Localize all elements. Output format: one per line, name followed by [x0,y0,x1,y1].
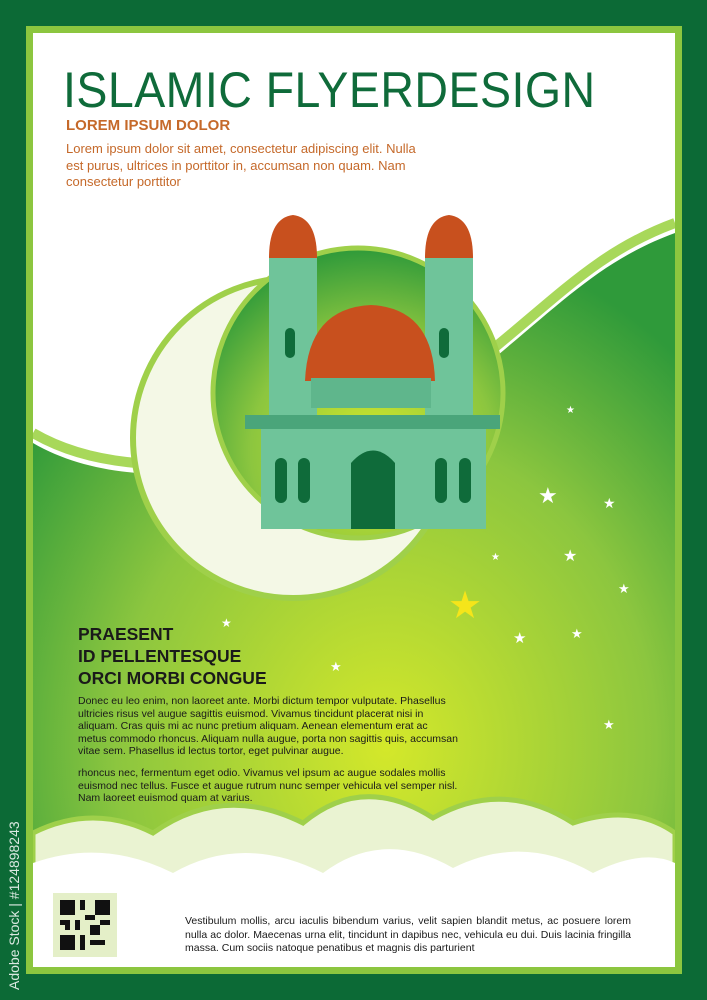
flyer-subtitle: LOREM IPSUM DOLOR [66,117,231,134]
intro-text: Lorem ipsum dolor sit amet, consectetur adipiscing elit. Nulla est purus, ultrices in porttitor in, accumsan non quam. Nam consectetur porttitor [66,141,416,189]
svg-text:★: ★ [566,405,575,416]
gold-star-icon: ★ [448,585,483,627]
heading-line: ID PELLENTESQUE [78,646,242,666]
heading-line: ORCI MORBI CONGUE [78,668,267,688]
qr-code [53,893,117,957]
svg-text:★: ★ [538,483,558,508]
flyer-panel [33,33,675,967]
side-watermark: Adobe Stock | #124898243 [6,821,22,990]
svg-text:★: ★ [513,630,527,647]
footer-text: Vestibulum mollis, arcu iaculis bibendum varius, velit sapien blandit metus, ac posuere lorem nulla ac dolor. Maecenas urna elit, tincidunt in dapibus nec, vehicula eu dui. Duis lacinia fringilla massa. Cum sociis natoque penatibus et magnis dis parturient [185,915,631,954]
svg-text:★: ★ [563,548,578,565]
svg-text:★: ★ [571,626,583,641]
flyer-title: ISLAMIC FLYERDESIGN [63,62,596,118]
svg-text:★: ★ [221,616,232,630]
section-heading [78,623,267,689]
body-paragraph: rhoncus nec, fermentum eget odio. Vivamus vel ipsum ac augue sodales mollis euismod nec tellus. Fusce et augue rutrum nunc semper vehicula vel semper nisl. Nam laoreet euismod quam at varius. [78,767,458,804]
qr-code-icon [60,900,110,950]
svg-text:★: ★ [603,495,616,511]
svg-text:★: ★ [491,552,500,563]
body-paragraph: Donec eu leo enim, non laoreet ante. Morbi dictum tempor vulputate. Phasellus ultricies risus vel augue sagittis euismod. Vivamus tincidunt placerat nisi in aliquam. Cras quis mi ac nunc pretium aliquam. Aenean elementum erat ac metus commodo rhoncus. Aliquam nulla augue, porta non sagittis quis, accumsan vitae sem. Phasellus id lectus tortor, eget pulvinar augue. [78,695,458,757]
heading-line: PRAESENT [78,624,174,644]
svg-text:★: ★ [330,659,342,674]
svg-text:★: ★ [618,581,630,596]
svg-text:★: ★ [603,717,615,732]
